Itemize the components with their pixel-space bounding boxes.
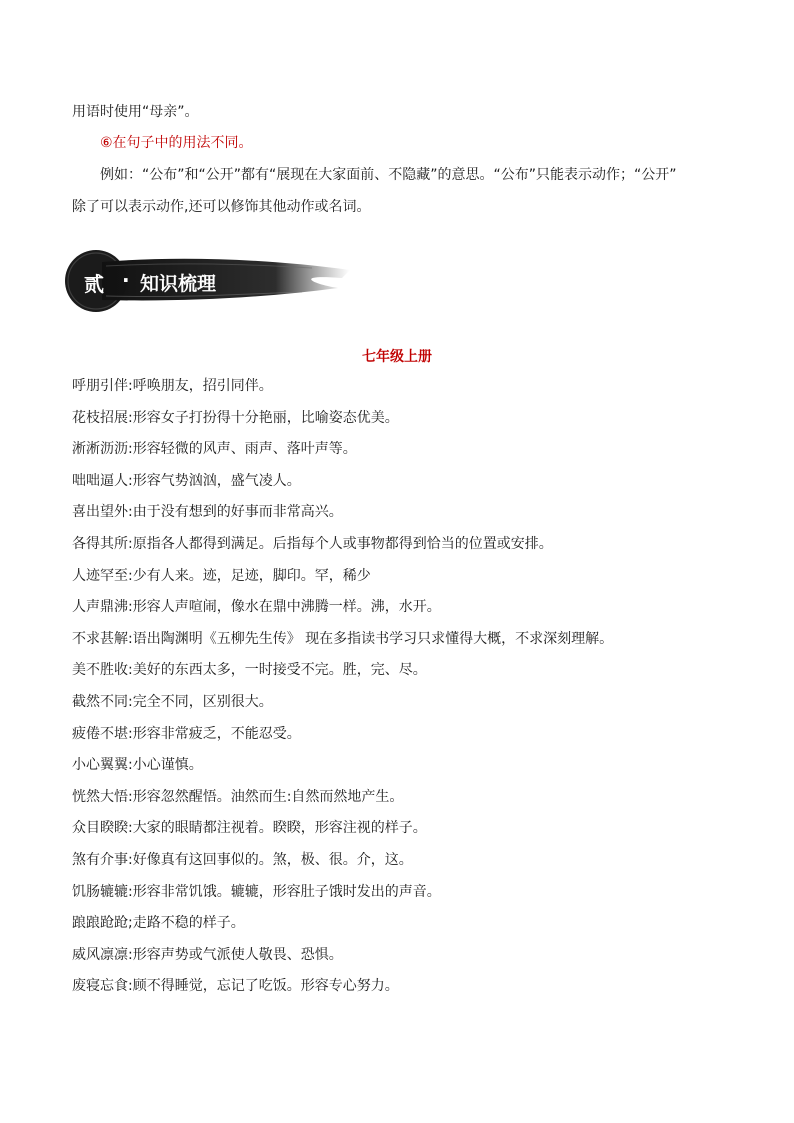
- grade-heading: 七年级上册: [362, 349, 432, 365]
- idiom-entry: 不求甚解:语出陶渊明《五柳先生传》 现在多指读书学习只求懂得大概，不求深刻理解。: [72, 630, 614, 647]
- idiom-entry: 恍然大悟:形容忽然醒悟。油然而生:自然而然地产生。: [72, 788, 404, 805]
- idiom-entry: 威风凛凛:形容声势或气派使人敬畏、恐惧。: [72, 946, 343, 963]
- section-title: 知识梳理: [140, 273, 217, 295]
- idiom-entry: 饥肠辘辘:形容非常饥饿。辘辘，形容肚子饿时发出的声音。: [72, 883, 441, 900]
- section-banner: [62, 248, 352, 314]
- idiom-entry: 美不胜收:美好的东西太多，一时接受不完。胜，完、尽。: [72, 662, 427, 679]
- idiom-entry: 废寝忘食:顾不得睡觉，忘记了吃饭。形容专心努力。: [72, 978, 399, 995]
- idiom-entry: 踉踉跄跄;走路不稳的样子。: [72, 915, 245, 932]
- idiom-entry: 各得其所:原指各人都得到满足。后指每个人或事物都得到恰当的位置或安排。: [72, 535, 553, 552]
- idiom-entry: 呼朋引伴:呼唤朋友，招引同伴。: [72, 378, 273, 394]
- usage-point-6: ⑥在句子中的用法不同。: [100, 135, 253, 151]
- idiom-entry: 人声鼎沸:形容人声喧闹，像水在鼎中沸腾一样。沸，水开。: [72, 599, 441, 616]
- section-number: 贰: [84, 272, 104, 296]
- idiom-entry: 花枝招展:形容女子打扮得十分艳丽，比喻姿态优美。: [72, 409, 399, 426]
- idiom-entry: 众目睽睽:大家的眼睛都注视着。睽睽，形容注视的样子。: [72, 820, 427, 837]
- idiom-entry: 煞有介事:好像真有这回事似的。煞，极、很。介，这。: [72, 851, 413, 868]
- idiom-entry: 喜出望外:由于没有想到的好事而非常高兴。: [72, 504, 343, 521]
- example-paragraph-continued: 除了可以表示动作,还可以修饰其他动作或名词。: [72, 199, 371, 215]
- idiom-entry: 疲倦不堪:形容非常疲乏，不能忍受。: [72, 725, 301, 742]
- idiom-list: [72, 377, 613, 1009]
- idiom-entry: 咄咄逼人:形容气势汹汹，盛气凌人。: [72, 472, 301, 489]
- idiom-entry: 截然不同:完全不同，区别很大。: [72, 693, 273, 710]
- example-paragraph: 例如：“公布”和“公开”都有“展现在大家面前、不隐藏”的意思。“公布”只能表示动作；“公开”: [100, 167, 677, 183]
- idiom-entry: 人迹罕至:少有人来。迹，足迹，脚印。罕，稀少: [72, 567, 371, 584]
- idiom-entry: 小心翼翼:小心谨慎。: [72, 757, 203, 774]
- idiom-entry: 淅淅沥沥:形容轻微的风声、雨声、落叶声等。: [72, 441, 357, 458]
- section-separator: ·: [122, 268, 130, 292]
- intro-line: 用语时使用“母亲”。: [72, 104, 199, 120]
